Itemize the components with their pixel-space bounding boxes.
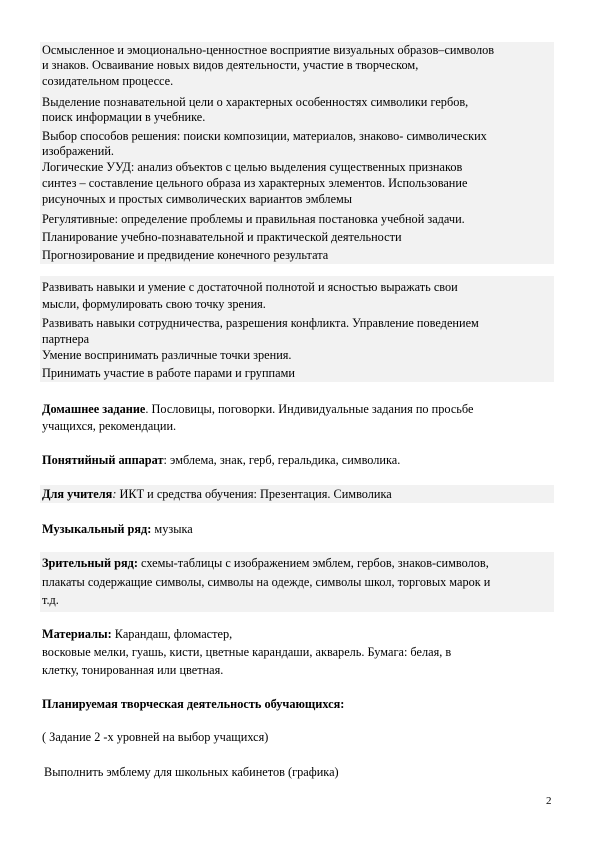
materials-line [42, 627, 232, 642]
upa-line: и знаков. Осваивание новых видов деятельности, участие в творческом, [42, 58, 419, 72]
homework-label: Домашнее задание [42, 402, 146, 416]
teacher-text: ИКТ и средства обучения: Презентация. Символика [116, 487, 392, 501]
upa-line: Логические УУД: анализ объектов с целью выделения существенных признаков [42, 160, 463, 174]
concepts-label: Понятийный аппарат [42, 453, 164, 467]
upa-line: созидательном процессе. [42, 74, 174, 88]
materials-label: Материалы: [42, 627, 112, 641]
visual-text: схемы-таблицы с изображением эмблем, гербов, знаков-символов, [137, 556, 489, 570]
upa-line: поиск информации в учебнике. [42, 110, 206, 124]
communicative-line: Развивать навыки и умение с достаточной полнотой и ясностью выражать свои [42, 280, 458, 294]
task-description: Выполнить эмблему для школьных кабинетов (графика) [44, 765, 339, 779]
homework-text: . Пословицы, поговорки. Индивидуальные задания по просьбе [145, 402, 474, 416]
materials-line: восковые мелки, гуашь, кисти, цветные карандаши, акварель. Бумага: белая, в [42, 645, 452, 659]
page-number: 2 [546, 795, 552, 807]
music-line [42, 522, 193, 537]
upa-line: Прогнозирование и предвидение конечного результата [42, 248, 329, 262]
communicative-line: Развивать навыки сотрудничества, разрешения конфликта. Управление поведением [42, 316, 479, 330]
upa-line: Планирование учебно-познавательной и практической деятельности [42, 230, 402, 244]
visual-line: т.д. [42, 593, 59, 607]
upa-line: Осмысленное и эмоционально-ценностное восприятие визуальных образов–символов [42, 43, 495, 57]
upa-line: изображений. [42, 144, 114, 158]
planned-activity-title-text: Планируемая творческая деятельность обучающихся: [42, 697, 345, 711]
concepts-text: : эмблема, знак, герб, геральдика, символика. [163, 453, 401, 467]
teacher-line [42, 487, 392, 502]
music-text: музыка [151, 522, 193, 536]
communicative-line: Умение воспринимать различные точки зрения. [42, 348, 292, 362]
homework-line: учащихся, рекомендации. [42, 419, 177, 433]
upa-line: синтез – составление цельного образа из характерных элементов. Использование [42, 176, 468, 190]
communicative-line: мысли, формулировать свою точку зрения. [42, 297, 266, 311]
materials-text: Карандаш, фломастер, [111, 627, 233, 641]
teacher-label: Для учителя [42, 487, 113, 501]
visual-line: плакаты содержащие символы, символы на одежде, символы школ, торговых марок и [42, 575, 491, 589]
upa-line: рисуночных и простых символических вариантов эмблемы [42, 192, 353, 206]
teacher-colon: : [112, 487, 117, 501]
music-label: Музыкальный ряд: [42, 522, 152, 536]
concepts-line [42, 453, 400, 468]
materials-line: клетку, тонированная или цветная. [42, 663, 224, 677]
upa-line: Выбор способов решения: поиски композиции, материалов, знаково- символических [42, 129, 487, 143]
planned-activity-title [42, 697, 344, 712]
communicative-line: Принимать участие в работе парами и группами [42, 366, 295, 380]
upa-line: Регулятивные: определение проблемы и правильная постановка учебной задачи. [42, 212, 465, 226]
homework-line [42, 402, 473, 417]
communicative-line: партнера [42, 332, 90, 346]
upa-line: Выделение познавательной цели о характерных особенностях символики гербов, [42, 95, 469, 109]
visual-line [42, 556, 489, 571]
visual-label: Зрительный ряд: [42, 556, 138, 570]
task-note: ( Задание 2 -х уровней на выбор учащихся) [42, 730, 269, 744]
